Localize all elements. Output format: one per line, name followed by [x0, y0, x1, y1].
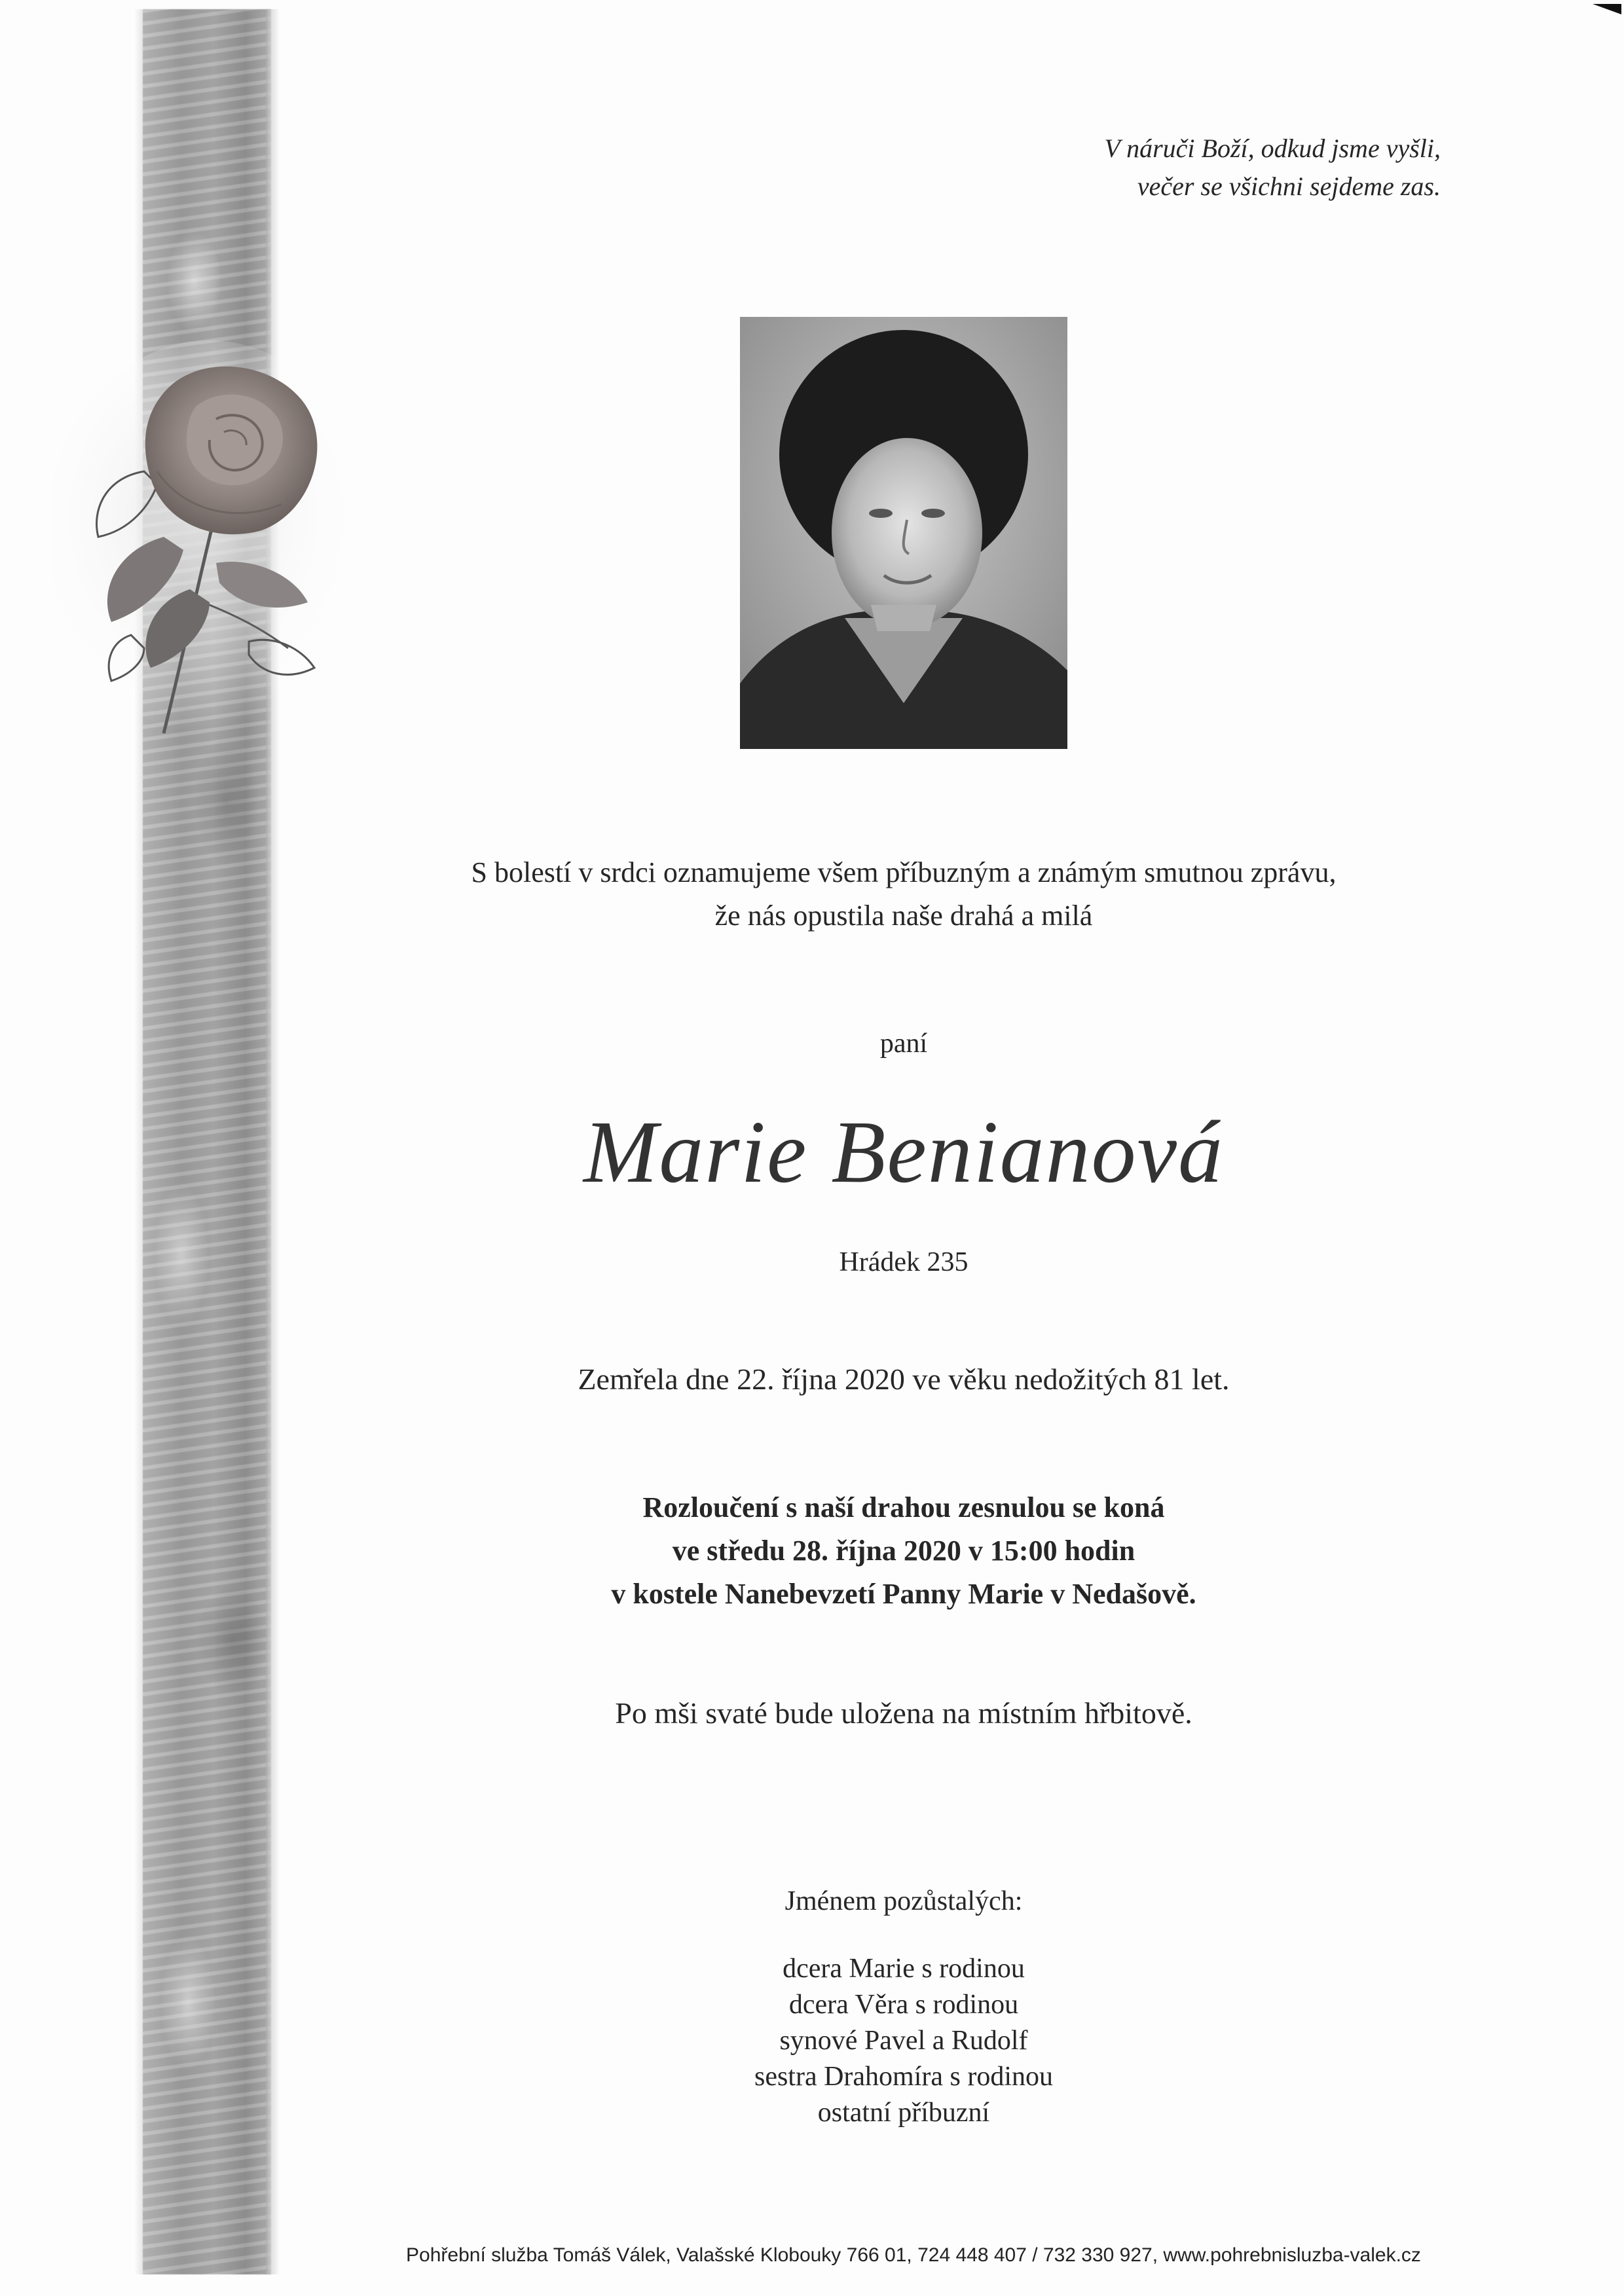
- intro-line-1: S bolestí v srdci oznamujeme všem příbuzným a známým smutnou zprávu,: [471, 856, 1337, 888]
- mourners-list: [367, 1951, 1441, 2131]
- funeral-service-footer: Pohřební služba Tomáš Válek, Valašské Klobouky 766 01, 724 448 407 / 732 330 927, www.pohrebnisluzba-valek.cz: [406, 2244, 1421, 2266]
- deceased-address: Hrádek 235: [839, 1247, 969, 1277]
- honorific: paní: [879, 1029, 928, 1059]
- mourner-item: dcera Marie s rodinou: [783, 1954, 1025, 1984]
- farewell-line-3: v kostele Nanebevzetí Panny Marie v Nedašově.: [611, 1578, 1196, 1610]
- intro-line-2: že nás opustila naše drahá a milá: [714, 900, 1093, 932]
- deceased-name: Marie Benianová: [583, 1103, 1224, 1201]
- corner-scan-mark: [1593, 3, 1621, 16]
- rose-decoration: [52, 340, 393, 759]
- farewell-line-2: ve středu 28. října 2020 v 15:00 hodin: [672, 1535, 1135, 1567]
- quote-line-2: večer se všichni sejdeme zas.: [1137, 172, 1441, 201]
- burial-notice: Po mši svaté bude uložena na místním hřbitově.: [615, 1696, 1192, 1730]
- announcement-intro: [367, 851, 1441, 938]
- mourners-heading: Jménem pozůstalých:: [784, 1886, 1023, 1916]
- mourner-item: dcera Věra s rodinou: [788, 1990, 1019, 2020]
- farewell-line-1: Rozloučení s naší drahou zesnulou se koná: [642, 1491, 1165, 1523]
- mourner-item: synové Pavel a Rudolf: [779, 2026, 1028, 2056]
- quote-line-1: V náruči Boží, odkud jsme vyšli,: [1104, 134, 1441, 163]
- mourner-item: ostatní příbuzní: [817, 2098, 990, 2128]
- farewell-details: [367, 1486, 1441, 1616]
- mourner-item: sestra Drahomíra s rodinou: [754, 2062, 1054, 2092]
- opening-quote: [969, 130, 1441, 206]
- portrait-photo: [740, 317, 1067, 749]
- death-notice: Zemřela dne 22. října 2020 ve věku nedožitých 81 let.: [578, 1362, 1230, 1396]
